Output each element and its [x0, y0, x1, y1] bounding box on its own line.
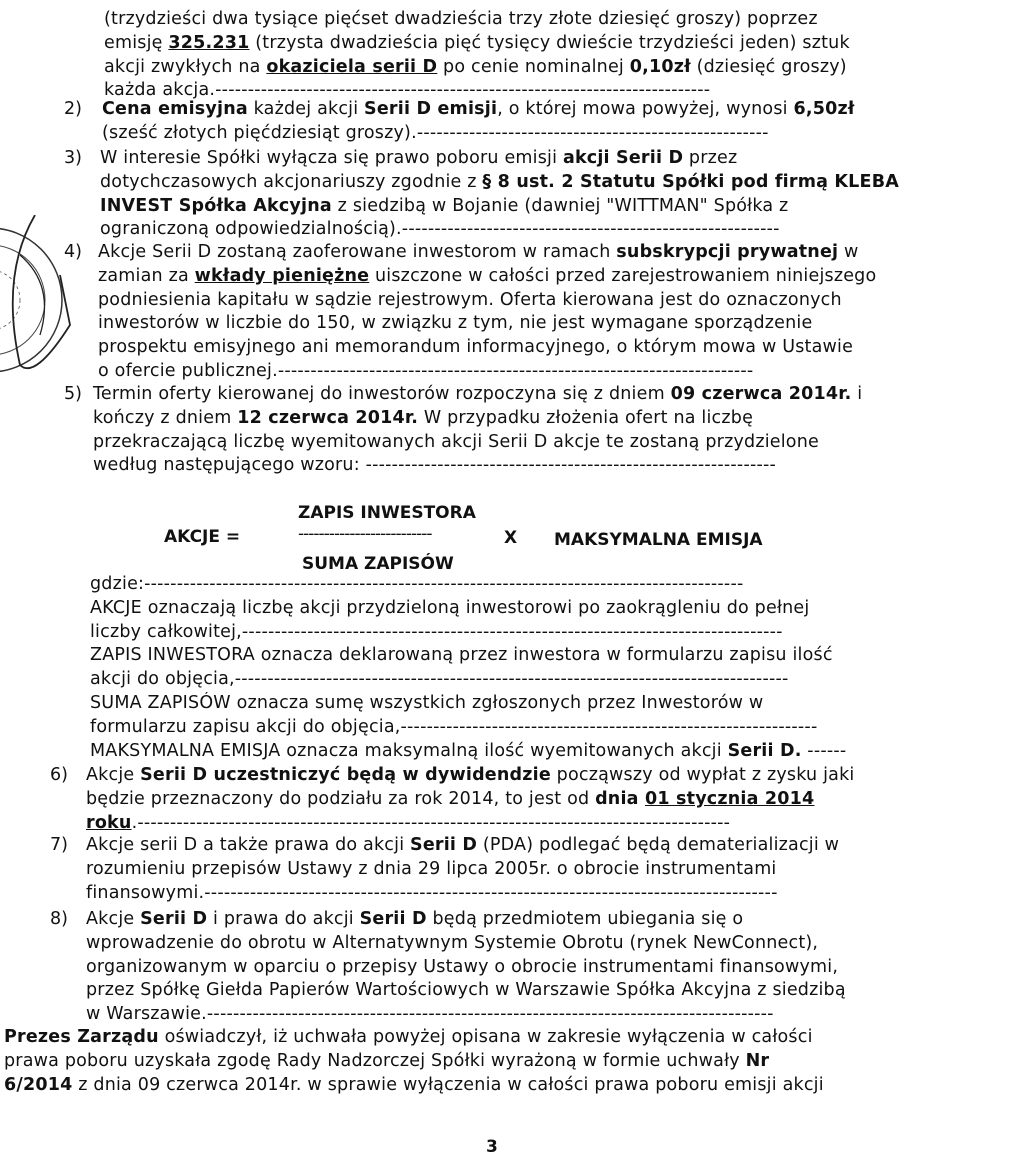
item-number: 7) [50, 835, 68, 855]
dividend-date: 01 stycznia 2014 [644, 788, 815, 809]
text: rozumieniu przepisów Ustawy z dnia 29 lipca 2005r. o obrocie instrumentami [86, 858, 777, 879]
text: roku [86, 812, 132, 833]
formula-fraction-bar: -------------------------- [298, 524, 432, 544]
text: W interesie Spółki wyłącza się prawo poboru emisji [100, 148, 563, 168]
text-line [0, 218, 1024, 242]
text: ograniczoną odpowiedzialnością).---------------------------------------------------------- [100, 219, 780, 240]
text-line [0, 1074, 1024, 1098]
text: (sześć złotych pięćdziesiąt groszy).------------------------------------------------------ [102, 122, 769, 143]
text-line [0, 407, 1024, 431]
text-line [0, 716, 1024, 740]
text-line [0, 312, 1024, 336]
text-line [0, 431, 1024, 455]
closing-paragraph [0, 1026, 1024, 1097]
text-line [0, 621, 1024, 645]
text: 09 czerwca 2014r. [670, 384, 852, 404]
item-7-paragraph [0, 834, 1024, 905]
text-line [0, 241, 1024, 265]
item-8-paragraph [0, 908, 1024, 1027]
text-line [0, 908, 1024, 932]
text: każda akcja.---------------------------------------------------------------------------- [104, 80, 711, 101]
text: prawa poboru uzyskała zgodę Rady Nadzorczej Spółki wyrażoną w formie uchwały [4, 1050, 746, 1071]
item-number: 8) [50, 909, 68, 929]
text: dotychczasowych akcjonariuszy zgodnie z [100, 171, 483, 192]
text: INVEST Spółka Akcyjna [100, 195, 332, 216]
text-line [0, 956, 1024, 980]
text: Nr [745, 1050, 770, 1071]
text: MAKSYMALNA EMISJA oznacza maksymalną ilość wyemitowanych akcji [90, 740, 728, 761]
text-line [0, 882, 1024, 906]
text: Akcje Serii D zostaną zaoferowane inwestorom w ramach [98, 242, 617, 262]
text-line [0, 644, 1024, 668]
share-count: 325.231 [168, 32, 250, 53]
text: formularzu zapisu akcji do objęcia,---------------------------------------------------------------- [90, 716, 818, 737]
item-number: 2) [64, 99, 82, 119]
text-line [0, 360, 1024, 384]
text: według następującego wzoru: --------------------------------------------------------------- [93, 455, 777, 476]
text: akcji zwykłych na [104, 56, 267, 77]
page-number: 3 [486, 1137, 498, 1157]
text-line [0, 858, 1024, 882]
text: (dziesięć groszy) [690, 56, 847, 77]
text: dnia [595, 788, 645, 809]
text: będą przedmiotem ubiegania się o [426, 909, 744, 929]
text: począwszy od wypłat z zysku jaki [550, 765, 855, 785]
item-6-paragraph [0, 764, 1024, 835]
text: akcji Serii D [562, 148, 684, 168]
text-line [0, 336, 1024, 360]
text-line [0, 740, 1024, 764]
text-line [0, 122, 1024, 146]
text: Akcje serii D a także prawa do akcji [86, 835, 411, 855]
text-line [0, 147, 1024, 171]
text-line [0, 1050, 1024, 1074]
text: finansowymi.---------------------------------------------------------------------------------------- [86, 882, 778, 903]
text-line [0, 668, 1024, 692]
text-line [0, 979, 1024, 1003]
formula-times: X [504, 528, 518, 548]
text: każdej akcji [247, 99, 365, 119]
text: SUMA ZAPISÓW oznacza sumę wszystkich zgłoszonych przez Inwestorów w [90, 692, 764, 713]
text: Cena emisyjna [102, 99, 248, 119]
text: Termin oferty kierowanej do inwestorów rozpoczyna się z dniem [93, 384, 671, 404]
text: o ofercie publicznej.------------------------------------------------------------------------- [98, 360, 754, 381]
text: AKCJE oznaczają liczbę akcji przydzieloną inwestorowi po zaokrągleniu do pełnej [90, 597, 810, 618]
text: podniesienia kapitału w sądzie rejestrowym. Oferta kierowana jest do oznaczonych [98, 289, 842, 310]
text-line [0, 1026, 1024, 1050]
item-number: 4) [64, 242, 82, 262]
text: akcji do objęcia,------------------------------------------------------------------------------------- [90, 669, 789, 690]
text: zamian za [98, 265, 195, 286]
text: wkłady pieniężne [194, 265, 370, 286]
text-line [0, 812, 1024, 836]
text-line [0, 597, 1024, 621]
text-line [0, 764, 1024, 788]
text: przez [683, 148, 738, 168]
text: Serii D uczestniczyć będą w dywidendzie [140, 765, 551, 785]
text: i prawa do akcji [207, 909, 360, 929]
text-line [0, 56, 1024, 80]
text-line [0, 454, 1024, 478]
text-line [0, 573, 1024, 597]
text-line [0, 98, 1024, 122]
text-line [0, 932, 1024, 956]
text: oświadczył, iż uchwała powyżej opisana w zakresie wyłączenia w całości [158, 1027, 813, 1047]
text: .------------------------------------------------------------------------------------------- [131, 812, 731, 833]
text-line [0, 834, 1024, 858]
text-line [0, 383, 1024, 407]
text: inwestorów w liczbie do 150, w związku z tym, nie jest wymagane sporządzenie [98, 313, 813, 334]
item-number: 3) [64, 148, 82, 168]
text: Akcje [86, 765, 141, 785]
text: ZAPIS INWESTORA oznacza deklarowaną przez inwestora w formularzu zapisu ilość [90, 645, 833, 666]
text: gdzie:-------------------------------------------------------------------------------------------- [90, 574, 744, 594]
text: Serii D [140, 909, 208, 929]
text: Serii D [364, 99, 432, 119]
text: z siedzibą w Bojanie (dawniej "WITTMAN" Spółka z [331, 195, 789, 216]
text: kończy z dniem [93, 407, 238, 428]
definitions-block [0, 573, 1024, 763]
text: Akcje [86, 909, 141, 929]
item-5-paragraph [0, 383, 1024, 478]
text: organizowanym w oparciu o przepisy Ustawy o obrocie instrumentami finansowymi, [86, 956, 839, 977]
text: wprowadzenie do obrotu w Alternatywnym Systemie Obrotu (rynek NewConnect), [86, 932, 819, 953]
text-line [0, 8, 1024, 32]
item-number: 6) [50, 765, 68, 785]
text: 12 czerwca 2014r. [237, 407, 419, 428]
text-line [0, 32, 1024, 56]
text-line [0, 195, 1024, 219]
text: i [851, 384, 863, 404]
text: uiszczone w całości przed zarejestrowaniem niniejszego [369, 265, 877, 286]
text: z dnia 09 czerwca 2014r. w sprawie wyłączenia w całości prawa poboru emisji akcji [72, 1074, 824, 1095]
text: emisji [431, 99, 498, 119]
text: (PDA) podlegać będą dematerializacji w [477, 835, 840, 855]
text: 6/2014 [4, 1074, 73, 1095]
nominal-price: 0,10zł [629, 56, 691, 77]
text-line [0, 692, 1024, 716]
text-line [0, 788, 1024, 812]
text-line [0, 289, 1024, 313]
text: emisję [104, 32, 169, 53]
text: prospektu emisyjnego ani memorandum informacyjnego, o którym mowa w Ustawie [98, 337, 854, 358]
formula-lhs: AKCJE = [164, 527, 241, 547]
intro-paragraph [0, 8, 1024, 103]
text: Serii D [410, 835, 478, 855]
text: subskrypcji prywatnej [616, 242, 839, 262]
text: ------ [801, 740, 847, 761]
text: Serii D [359, 909, 427, 929]
text: przez Spółkę Giełda Papierów Wartościowych w Warszawie Spółka Akcyjna z siedzibą [86, 980, 846, 1001]
text: § 8 ust. 2 Statutu Spółki pod firmą KLEBA [482, 171, 899, 192]
text-line [0, 1003, 1024, 1027]
formula-numerator: ZAPIS INWESTORA [298, 503, 476, 523]
text: (trzysta dwadzieścia pięć tysięcy dwieście trzydzieści jeden) sztuk [249, 32, 850, 53]
text: , o której mowa powyżej, wynosi [497, 99, 794, 119]
item-3-paragraph [0, 147, 1024, 242]
text: Prezes Zarządu [4, 1027, 159, 1047]
text: przekraczającą liczbę wyemitowanych akcji Serii D akcje te zostaną przydzielone [93, 431, 819, 452]
issue-price: 6,50zł [793, 99, 855, 119]
formula-rhs: MAKSYMALNA EMISJA [554, 530, 763, 550]
text: będzie przeznaczony do podziału za rok 2014, to jest od [86, 788, 596, 809]
share-series: okaziciela serii D [266, 56, 438, 77]
text: W przypadku złożenia ofert na liczbę [418, 407, 754, 428]
item-4-paragraph [0, 241, 1024, 384]
text: Serii D. [727, 740, 802, 761]
item-number: 5) [64, 384, 82, 404]
formula-denominator: SUMA ZAPISÓW [302, 554, 454, 574]
text: po cenie nominalnej [437, 56, 630, 77]
text-line [0, 265, 1024, 289]
text: liczby całkowitej,----------------------------------------------------------------------------------- [90, 621, 783, 642]
item-2-paragraph [0, 98, 1024, 146]
text: w Warszawie.--------------------------------------------------------------------------------------- [86, 1004, 774, 1025]
text-line [0, 171, 1024, 195]
text: (trzydzieści dwa tysiące pięćset dwadzieścia trzy złote dziesięć groszy) poprzez [104, 9, 818, 29]
text: w [838, 242, 859, 262]
